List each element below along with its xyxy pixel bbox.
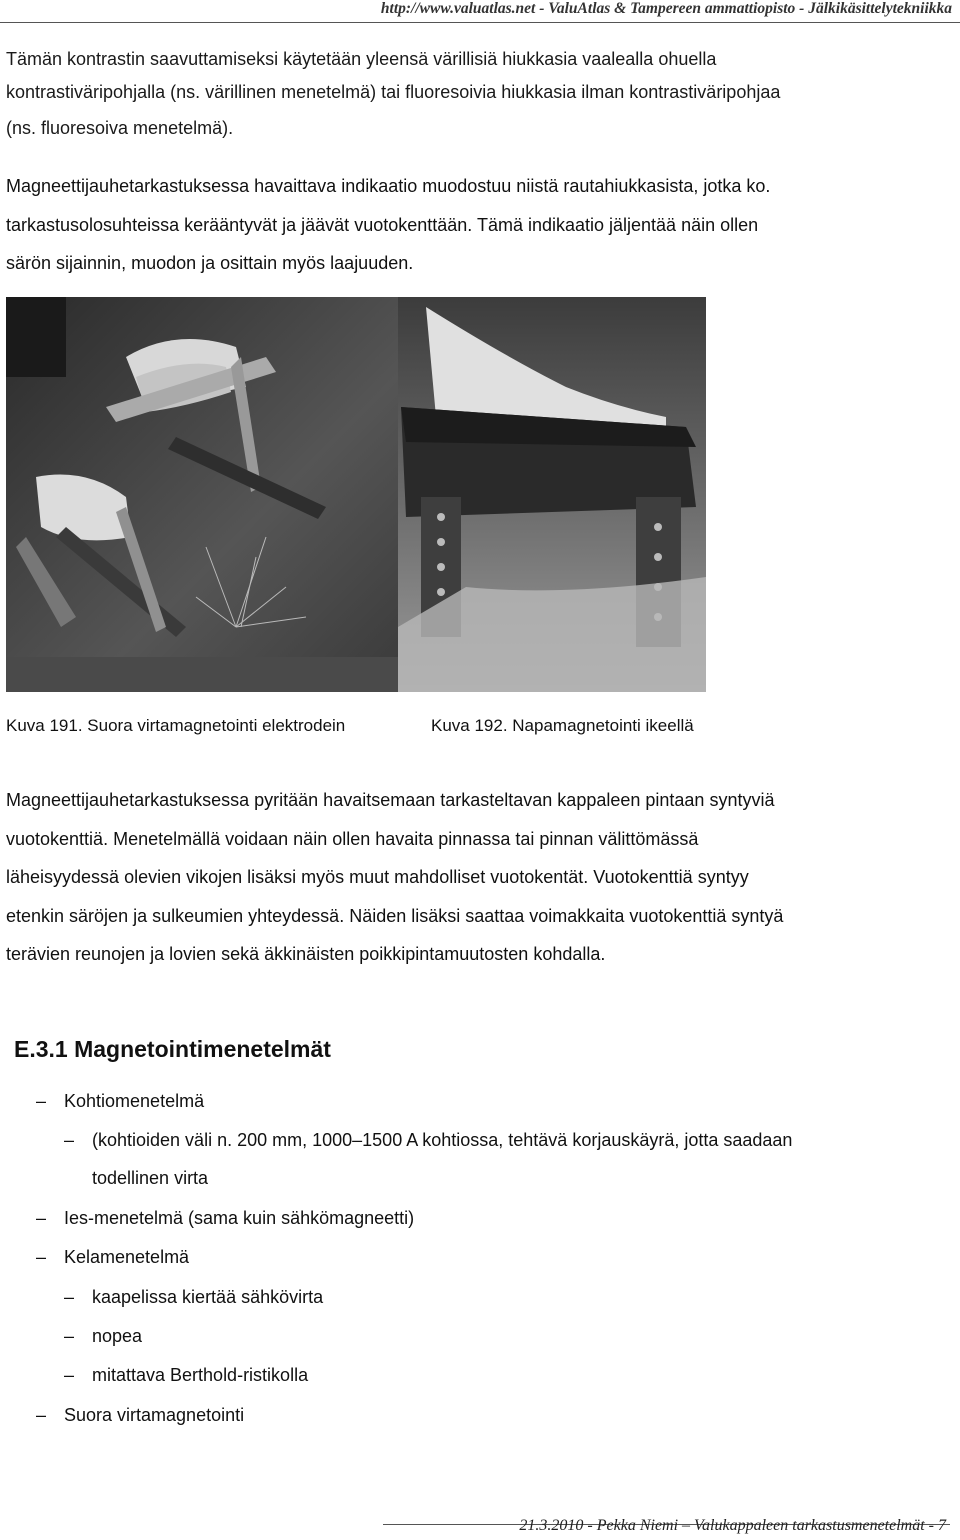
paragraph-line: etenkin säröjen ja sulkeumien yhteydessä. Näiden lisäksi saattaa voimakkaita vuotokenttiä syntyä <box>6 905 784 926</box>
section-heading: E.3.1 Magnetointimenetelmät <box>14 1036 331 1062</box>
paragraph-line: Magneettijauhetarkastuksessa pyritään havaitsemaan tarkasteltavan kappaleen pintaan syntyviä <box>6 790 775 810</box>
list-subitem: kaapelissa kiertää sähkövirta <box>92 1287 324 1307</box>
page-footer: 21.3.2010 - Pekka Niemi – Valukappaleen tarkastusmenetelmät - 7 <box>519 1517 946 1534</box>
list-dash: – <box>64 1130 75 1150</box>
paragraph-line: vuotokenttiä. Menetelmällä voidaan näin ollen havaita pinnassa tai pinnan välittömässä <box>6 828 699 849</box>
list-dash: – <box>64 1287 75 1307</box>
paragraph-line: terävien reunojen ja lovien sekä äkkinäisten poikkipintamuutosten kohdalla. <box>6 944 606 964</box>
list-subitem: mitattava Berthold-ristikolla <box>92 1365 309 1385</box>
list-item: Kelamenetelmä <box>64 1247 190 1267</box>
intro-paragraph <box>6 45 956 146</box>
page-header: http://www.valuatlas.net - ValuAtlas & Tampereen ammattiopisto - Jälkikäsittelytekniikka <box>380 0 952 17</box>
list-item: Ies-menetelmä (sama kuin sähkömagneetti) <box>64 1208 415 1228</box>
list-subitem: (kohtioiden väli n. 200 mm, 1000–1500 A kohtiossa, tehtävä korjauskäyrä, jotta saadaan <box>92 1130 793 1150</box>
paragraph-line: tarkastusolosuhteissa kerääntyvät ja jäävät vuotokenttään. Tämä indikaatio jäljentää näin ollen <box>6 214 759 235</box>
intro-line: kontrastiväripohjalla (ns. värillinen menetelmä) tai fluoresoivia hiukkasia ilman kontrastiväripohjaa <box>6 82 781 102</box>
list-dash: – <box>36 1405 47 1425</box>
list-item: Suora virtamagnetointi <box>64 1405 245 1425</box>
paragraph-line: Magneettijauhetarkastuksessa havaittava indikaatio muodostuu niistä rautahiukkasista, jotka ko. <box>6 176 771 196</box>
list-dash: – <box>64 1326 75 1346</box>
figure-photo <box>6 297 706 692</box>
indication-paragraph <box>6 167 956 283</box>
intro-line: Tämän kontrastin saavuttamiseksi käytetään yleensä värillisiä hiukkasia vaalealla ohuella <box>6 49 717 69</box>
caption-figure-192: Kuva 192. Napamagnetointi ikeellä <box>431 716 694 735</box>
paragraph-line: läheisyydessä olevien vikojen lisäksi myös muut mahdolliset vuotokentät. Vuotokenttiä syntyy <box>6 867 749 887</box>
list-dash: – <box>36 1247 47 1267</box>
photo-yoke-magnetization <box>398 297 706 692</box>
list-dash: – <box>36 1208 47 1228</box>
paragraph-line: särön sijainnin, muodon ja osittain myös laajuuden. <box>6 253 414 273</box>
list-subitem: nopea <box>92 1326 143 1346</box>
header-rule <box>0 22 960 23</box>
caption-figure-191: Kuva 191. Suora virtamagnetointi elektrodein <box>6 716 346 735</box>
list-item: Kohtiomenetelmä <box>64 1091 205 1111</box>
leakage-field-paragraph <box>6 781 956 974</box>
list-dash: – <box>64 1365 75 1385</box>
photo-direct-magnetization <box>6 297 398 692</box>
list-dash: – <box>36 1091 47 1111</box>
intro-line: (ns. fluoresoiva menetelmä). <box>6 118 234 138</box>
list-subitem-continuation: todellinen virta <box>92 1168 209 1188</box>
